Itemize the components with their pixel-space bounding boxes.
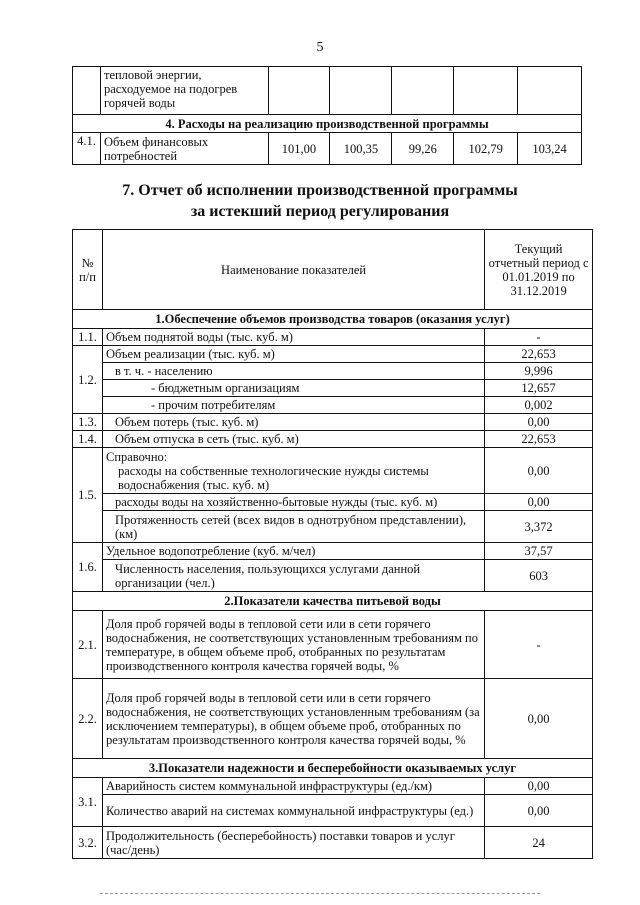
section-row — [73, 310, 593, 329]
row-label: Количество аварий на системах коммунальной инфраструктуры (ед.) — [102, 795, 484, 827]
row-label: Протяженность сетей (всех видов в однотрубном представлении), (км) — [102, 511, 484, 543]
row-number — [73, 67, 101, 115]
row-label: Объем потерь (тыс. куб. м) — [102, 414, 484, 431]
table-row — [73, 397, 593, 414]
row-number: 1.2. — [73, 346, 103, 414]
value-cell: 37,57 — [485, 543, 593, 560]
section-title: 3.Показатели надежности и бесперебойности оказываемых услуг — [73, 759, 593, 778]
top-table — [72, 66, 582, 165]
table-row — [73, 67, 582, 115]
reference-label: Справочно: — [105, 449, 168, 464]
header-name: Наименование показателей — [102, 230, 484, 310]
scan-edge-line — [100, 893, 540, 894]
row-label: - прочим потребителям — [102, 397, 484, 414]
section-row — [73, 115, 582, 133]
row-number: 1.6. — [73, 543, 103, 592]
table-row — [73, 795, 593, 827]
table-row — [73, 494, 593, 511]
row-number: 4.1. — [73, 133, 101, 165]
header-period: Текущий отчетный период с 01.01.2019 по 31.12.2019 — [485, 230, 593, 310]
row-label: Численность населения, пользующихся услугами данной организации (чел.) — [102, 560, 484, 592]
value-cell: - — [485, 611, 593, 679]
value-cell: 12,657 — [485, 380, 593, 397]
value-cell: 603 — [485, 560, 593, 592]
row-label: тепловой энергии, расходуемое на подогрев горячей воды — [100, 67, 268, 115]
row-label: - бюджетным организациям — [102, 380, 484, 397]
table-row — [73, 560, 593, 592]
row-label: расходы на собственные технологические нужды системы водоснабжения (тыс. куб. м) — [117, 463, 429, 492]
value-cell: 101,00 — [268, 133, 330, 165]
table-row — [73, 431, 593, 448]
value-cell: 22,653 — [485, 431, 593, 448]
heading-line-1: 7. Отчет об исполнении производственной программы — [122, 182, 518, 199]
value-cell: 100,35 — [330, 133, 392, 165]
row-label-group — [102, 448, 484, 494]
table-row — [73, 346, 593, 363]
row-number: 1.4. — [73, 431, 103, 448]
table-row — [73, 133, 582, 165]
report-table — [72, 229, 593, 859]
row-number: 1.3. — [73, 414, 103, 431]
row-number: 3.1. — [73, 778, 103, 827]
row-number: 1.5. — [73, 448, 103, 543]
table-row — [73, 448, 593, 494]
value-cell: - — [485, 329, 593, 346]
value-cell: 102,79 — [454, 133, 518, 165]
header-row — [73, 230, 593, 310]
row-number: 3.2. — [73, 827, 103, 859]
table-row — [73, 414, 593, 431]
section-title: 2.Показатели качества питьевой воды — [73, 592, 593, 611]
table-row — [73, 511, 593, 543]
table-row — [73, 611, 593, 679]
row-label: Удельное водопотребление (куб. м/чел) — [102, 543, 484, 560]
value-cell: 24 — [485, 827, 593, 859]
header-number: № п/п — [73, 230, 103, 310]
heading-line-2: за истекший период регулирования — [190, 203, 450, 220]
table-row — [73, 778, 593, 795]
table-row — [73, 827, 593, 859]
table-row — [73, 543, 593, 560]
value-cell: 0,00 — [485, 795, 593, 827]
value-cell: 103,24 — [518, 133, 582, 165]
row-label: Продолжительность (бесперебойность) поставки товаров и услуг (час/день) — [102, 827, 484, 859]
page-number: 5 — [316, 40, 324, 55]
value-cell: 0,002 — [485, 397, 593, 414]
value-cell: 9,996 — [485, 363, 593, 380]
table-row — [73, 679, 593, 759]
table-row — [73, 380, 593, 397]
value-cell: 99,26 — [392, 133, 454, 165]
value-cell: 0,00 — [485, 778, 593, 795]
value-cell: 3,372 — [485, 511, 593, 543]
row-label: Объем отпуска в сеть (тыс. куб. м) — [102, 431, 484, 448]
report-heading — [0, 180, 640, 222]
row-label: Объем реализации (тыс. куб. м) — [102, 346, 484, 363]
row-label: расходы воды на хозяйственно-бытовые нужды (тыс. куб. м) — [102, 494, 484, 511]
row-label: Объем финансовых потребностей — [100, 133, 268, 165]
table-row — [73, 363, 593, 380]
value-cell: 22,653 — [485, 346, 593, 363]
row-label: Доля проб горячей воды в тепловой сети или в сети горячего водоснабжения, не соответствующих установленным требованиям (за исключением температуры), в общем объеме проб, отобранных по результатам производственного контроля качества горячей воды, % — [102, 679, 484, 759]
section-row — [73, 592, 593, 611]
row-number: 2.1. — [73, 611, 103, 679]
row-label: Аварийность систем коммунальной инфраструктуры (ед./км) — [102, 778, 484, 795]
section-title: 4. Расходы на реализацию производственной программы — [73, 115, 582, 133]
value-cell: 0,00 — [485, 414, 593, 431]
value-cell: 0,00 — [485, 679, 593, 759]
row-number: 1.1. — [73, 329, 103, 346]
table-row — [73, 329, 593, 346]
section-row — [73, 759, 593, 778]
row-label: Доля проб горячей воды в тепловой сети или в сети горячего водоснабжения, не соответствующих установленным требованиям по температуре, в общем объеме проб, отобранных по результатам производственного контроля качества горячей воды, % — [102, 611, 484, 679]
row-number: 2.2. — [73, 679, 103, 759]
value-cell: 0,00 — [485, 448, 593, 494]
value-cell: 0,00 — [485, 494, 593, 511]
row-label: Объем поднятой воды (тыс. куб. м) — [102, 329, 484, 346]
row-label: в т. ч. - населению — [102, 363, 484, 380]
section-title: 1.Обеспечение объемов производства товаров (оказания услуг) — [73, 310, 593, 329]
